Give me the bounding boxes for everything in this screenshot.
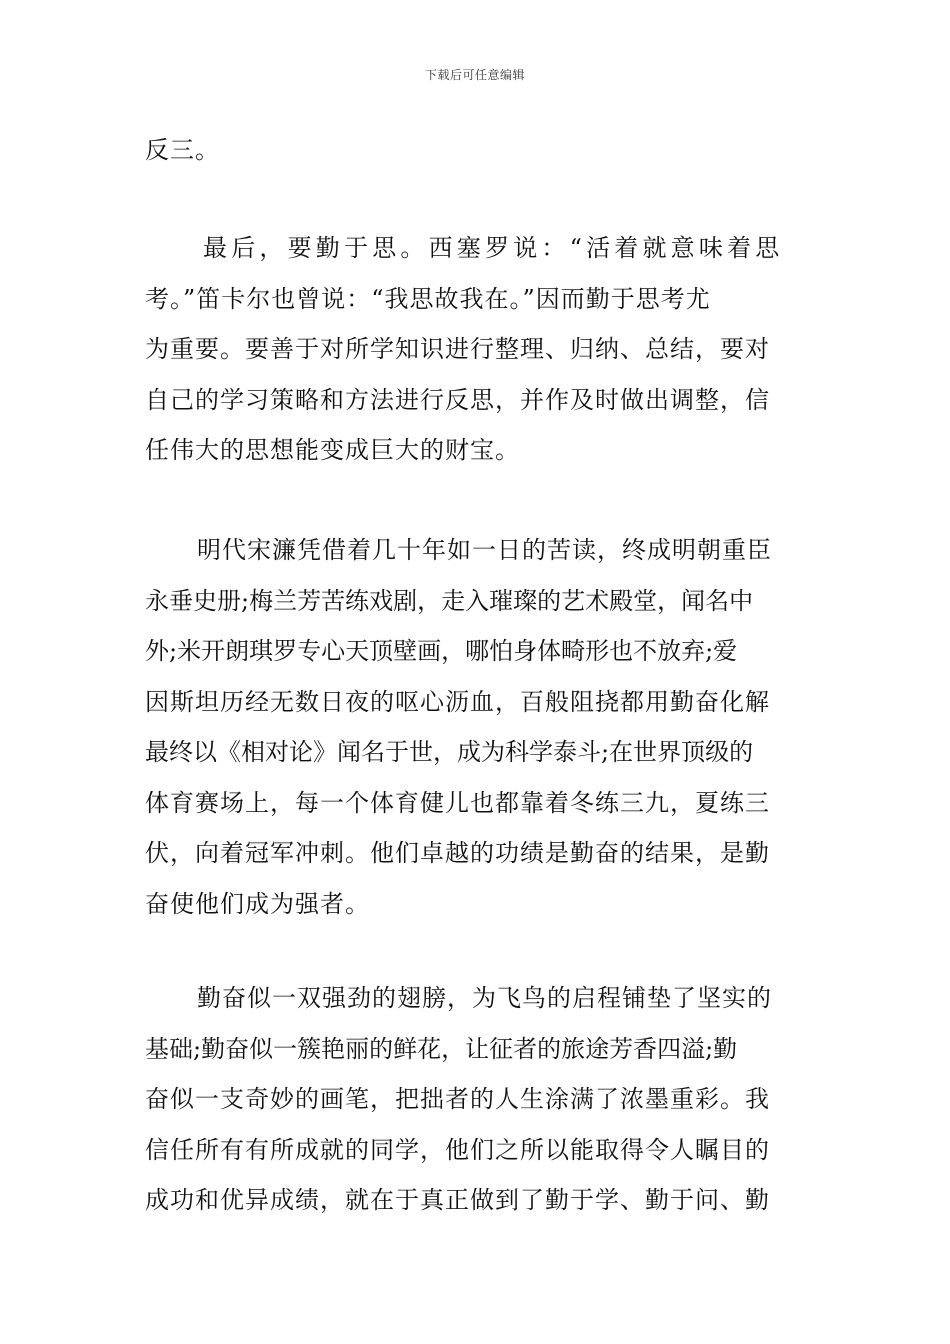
text-line: 任伟大的思想能变成巨大的财宝。 — [145, 436, 520, 464]
text-line: 最终以《相对论》闻名于世，成为科学泰斗;在世界顶级的 — [145, 738, 754, 766]
text-line: 体育赛场上，每一个体育健儿也都靠着冬练三九，夏练三 — [145, 788, 770, 817]
text-line: 伏，向着冠军冲刺。他们卓越的功绩是勤奋的结果，是勤 — [145, 839, 770, 867]
text-line: 奋使他们成为强者。 — [145, 889, 370, 918]
text-line: 自己的学习策略和方法进行反思，并作及时做出调整，信 — [145, 385, 770, 414]
text-line: 信任所有有所成就的同学，他们之所以能取得令人瞩目的 — [145, 1135, 770, 1164]
paragraph-continuation — [145, 125, 807, 176]
text-line: 成功和优异成绩，就在于真正做到了勤于学、勤于问、勤 — [145, 1186, 770, 1214]
text-line: 基础;勤奋似一簇艳丽的鲜花，让征者的旅途芳香四溢;勤 — [145, 1034, 738, 1063]
text-line: 为重要。要善于对所学知识进行整理、归纳、总结，要对 — [145, 335, 770, 363]
paragraph-examples — [145, 525, 807, 929]
text-line: 考。”笛卡尔也曾说：“我思故我在。”因而勤于思考尤 — [145, 284, 711, 313]
text-line: 明代宋濂凭借着几十年如一日的苦读，终成明朝重臣 — [197, 536, 772, 564]
text-line: 勤奋似一双强劲的翅膀，为飞鸟的启程铺垫了坚实的 — [197, 984, 772, 1012]
page-header: 下载后可任意编辑 — [424, 68, 525, 82]
text-line: 奋似一支奇妙的画笔，把拙者的人生涂满了浓墨重彩。我 — [145, 1085, 770, 1113]
text-line: 永垂史册;梅兰芳苦练戏剧，走入璀璨的艺术殿堂，闻名中 — [145, 586, 754, 615]
paragraph-think — [145, 223, 807, 476]
text-line: 反三。 — [145, 136, 220, 164]
text-line: 因斯坦历经无数日夜的呕心沥血，百般阻挠都用勤奋化解 — [145, 687, 770, 716]
paragraph-diligence — [145, 973, 807, 1226]
text-line: 最后，要勤于思。西塞罗说：“活着就意味着思 — [203, 234, 784, 262]
text-line: 外;米开朗琪罗专心天顶壁画，哪怕身体畸形也不放弃;爱 — [145, 637, 738, 665]
